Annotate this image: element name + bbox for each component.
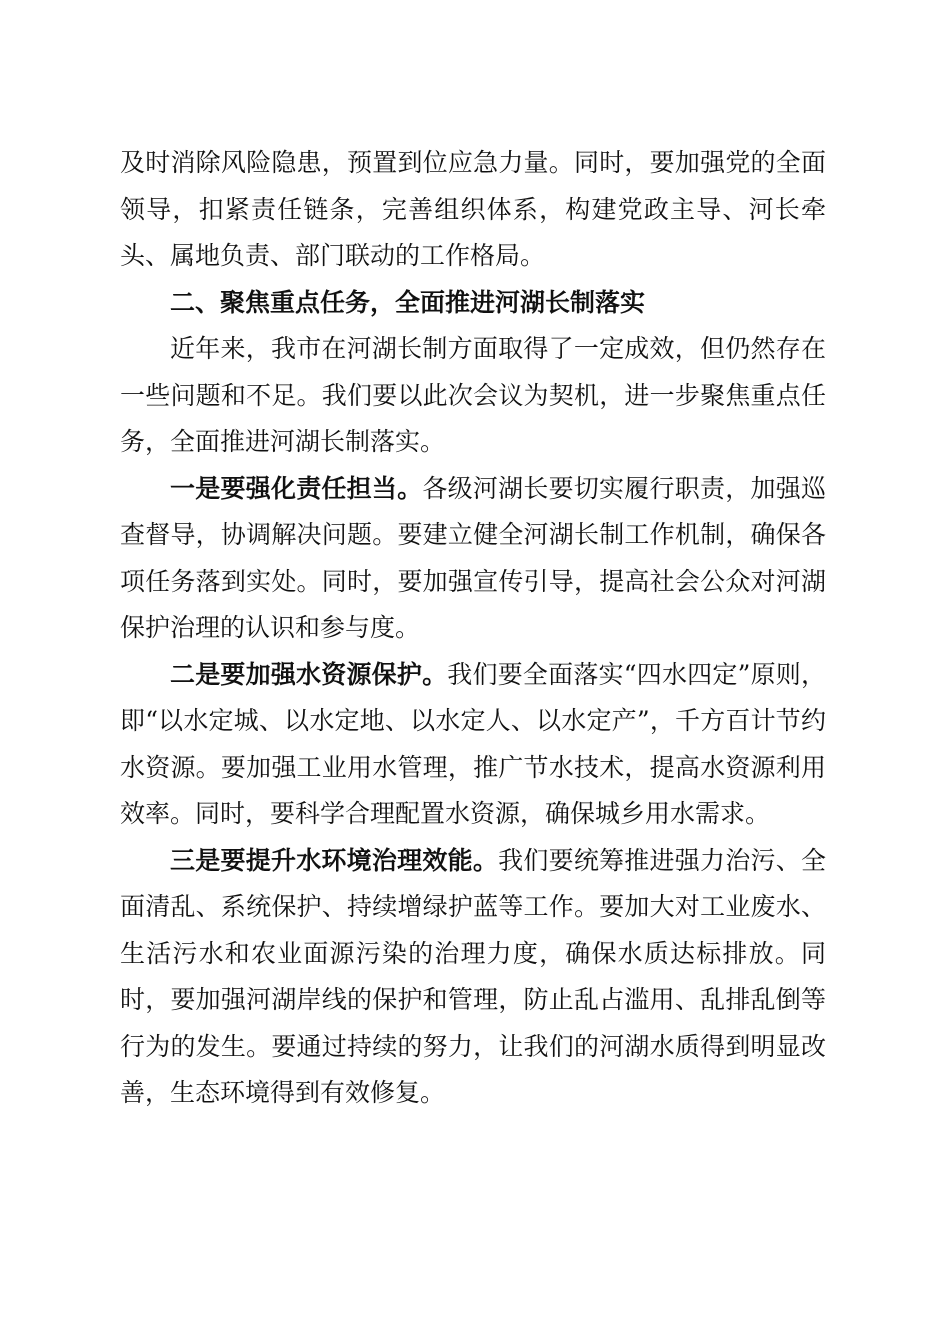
paragraph-text: 我们要统筹推进强力治污、全面清乱、系统保护、持续增绿护蓝等工作。要加大对工业废水、生活污水和农业面源污染的治理力度，确保水质达标排放。同时，要加强河湖岸线的保护和管理，防止乱占滥用、乱排乱倒等行为的发生。要通过持续的努力，让我们的河湖水质得到明显改善，生态环境得到有效修复。 — [120, 845, 826, 1107]
section-heading-text: 二、聚焦重点任务，全面推进河湖长制落实 — [170, 287, 646, 317]
paragraph-point-one — [120, 466, 826, 652]
section-heading — [120, 280, 826, 327]
paragraph-text: 近年来，我市在河湖长制方面取得了一定成效，但仍然存在一些问题和不足。我们要以此次会议为契机，进一步聚焦重点任务，全面推进河湖长制落实。 — [120, 334, 826, 456]
paragraph-text: 我们要全面落实“四水四定”原则，即“以水定城、以水定地、以水定人、以水定产”，千方百计节约水资源。要加强工业用水管理，推广节水技术，提高水资源利用效率。同时，要科学合理配置水资源，确保城乡用水需求。 — [120, 659, 826, 828]
paragraph-point-two — [120, 652, 826, 838]
paragraph-lead: 三是要提升水环境治理效能。 — [170, 845, 499, 875]
document-body — [120, 140, 826, 1117]
paragraph-point-three — [120, 838, 826, 1117]
paragraph-lead: 一是要强化责任担当。 — [170, 473, 423, 503]
paragraph-text: 及时消除风险隐患，预置到位应急力量。同时，要加强党的全面领导，扣紧责任链条，完善组织体系，构建党政主导、河长牵头、属地负责、部门联动的工作格局。 — [120, 148, 826, 270]
paragraph-lead: 二是要加强水资源保护。 — [170, 659, 448, 689]
paragraph-intro — [120, 326, 826, 466]
paragraph-text: 各级河湖长要切实履行职责，加强巡查督导，协调解决问题。要建立健全河湖长制工作机制，确保各项任务落到实处。同时，要加强宣传引导，提高社会公众对河湖保护治理的认识和参与度。 — [120, 473, 826, 642]
paragraph-continuation — [120, 140, 826, 280]
